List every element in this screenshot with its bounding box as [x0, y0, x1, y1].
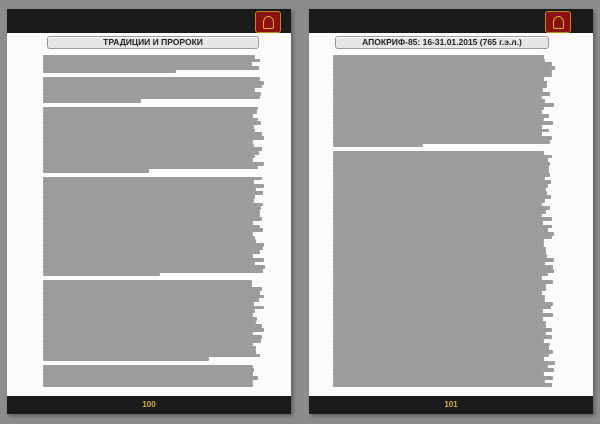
text-line	[43, 317, 257, 321]
section-title: ТРАДИЦИИ И ПРОРОКИ	[103, 37, 203, 47]
header-title	[339, 14, 539, 28]
page-number: 100	[142, 400, 156, 409]
text-line	[43, 258, 264, 262]
text-line	[333, 383, 552, 387]
text-line	[43, 81, 264, 85]
section-title-bar	[47, 36, 259, 49]
header-title	[47, 14, 247, 28]
header-band	[309, 9, 593, 33]
footer-band	[7, 396, 291, 414]
text-line	[43, 199, 254, 203]
section-title-bar	[335, 36, 549, 49]
section-title: АПОКРИФ-85: 16-31.01.2015 (765 г.э.л.)	[362, 37, 522, 47]
crest-icon	[255, 11, 281, 33]
header-band	[7, 9, 291, 33]
text-line	[333, 140, 550, 144]
footer-band	[309, 396, 593, 414]
page-number: 101	[444, 400, 458, 409]
text-line	[43, 140, 253, 144]
text-line	[333, 376, 553, 380]
body-text	[333, 55, 555, 388]
crest-icon	[545, 11, 571, 33]
text-line	[333, 317, 543, 321]
text-line	[43, 376, 258, 380]
body-text	[43, 55, 265, 388]
right-page	[309, 9, 593, 414]
text-line	[333, 81, 547, 85]
text-line	[43, 383, 253, 387]
text-line	[333, 258, 554, 262]
text-line	[333, 199, 545, 203]
left-page	[7, 9, 291, 414]
